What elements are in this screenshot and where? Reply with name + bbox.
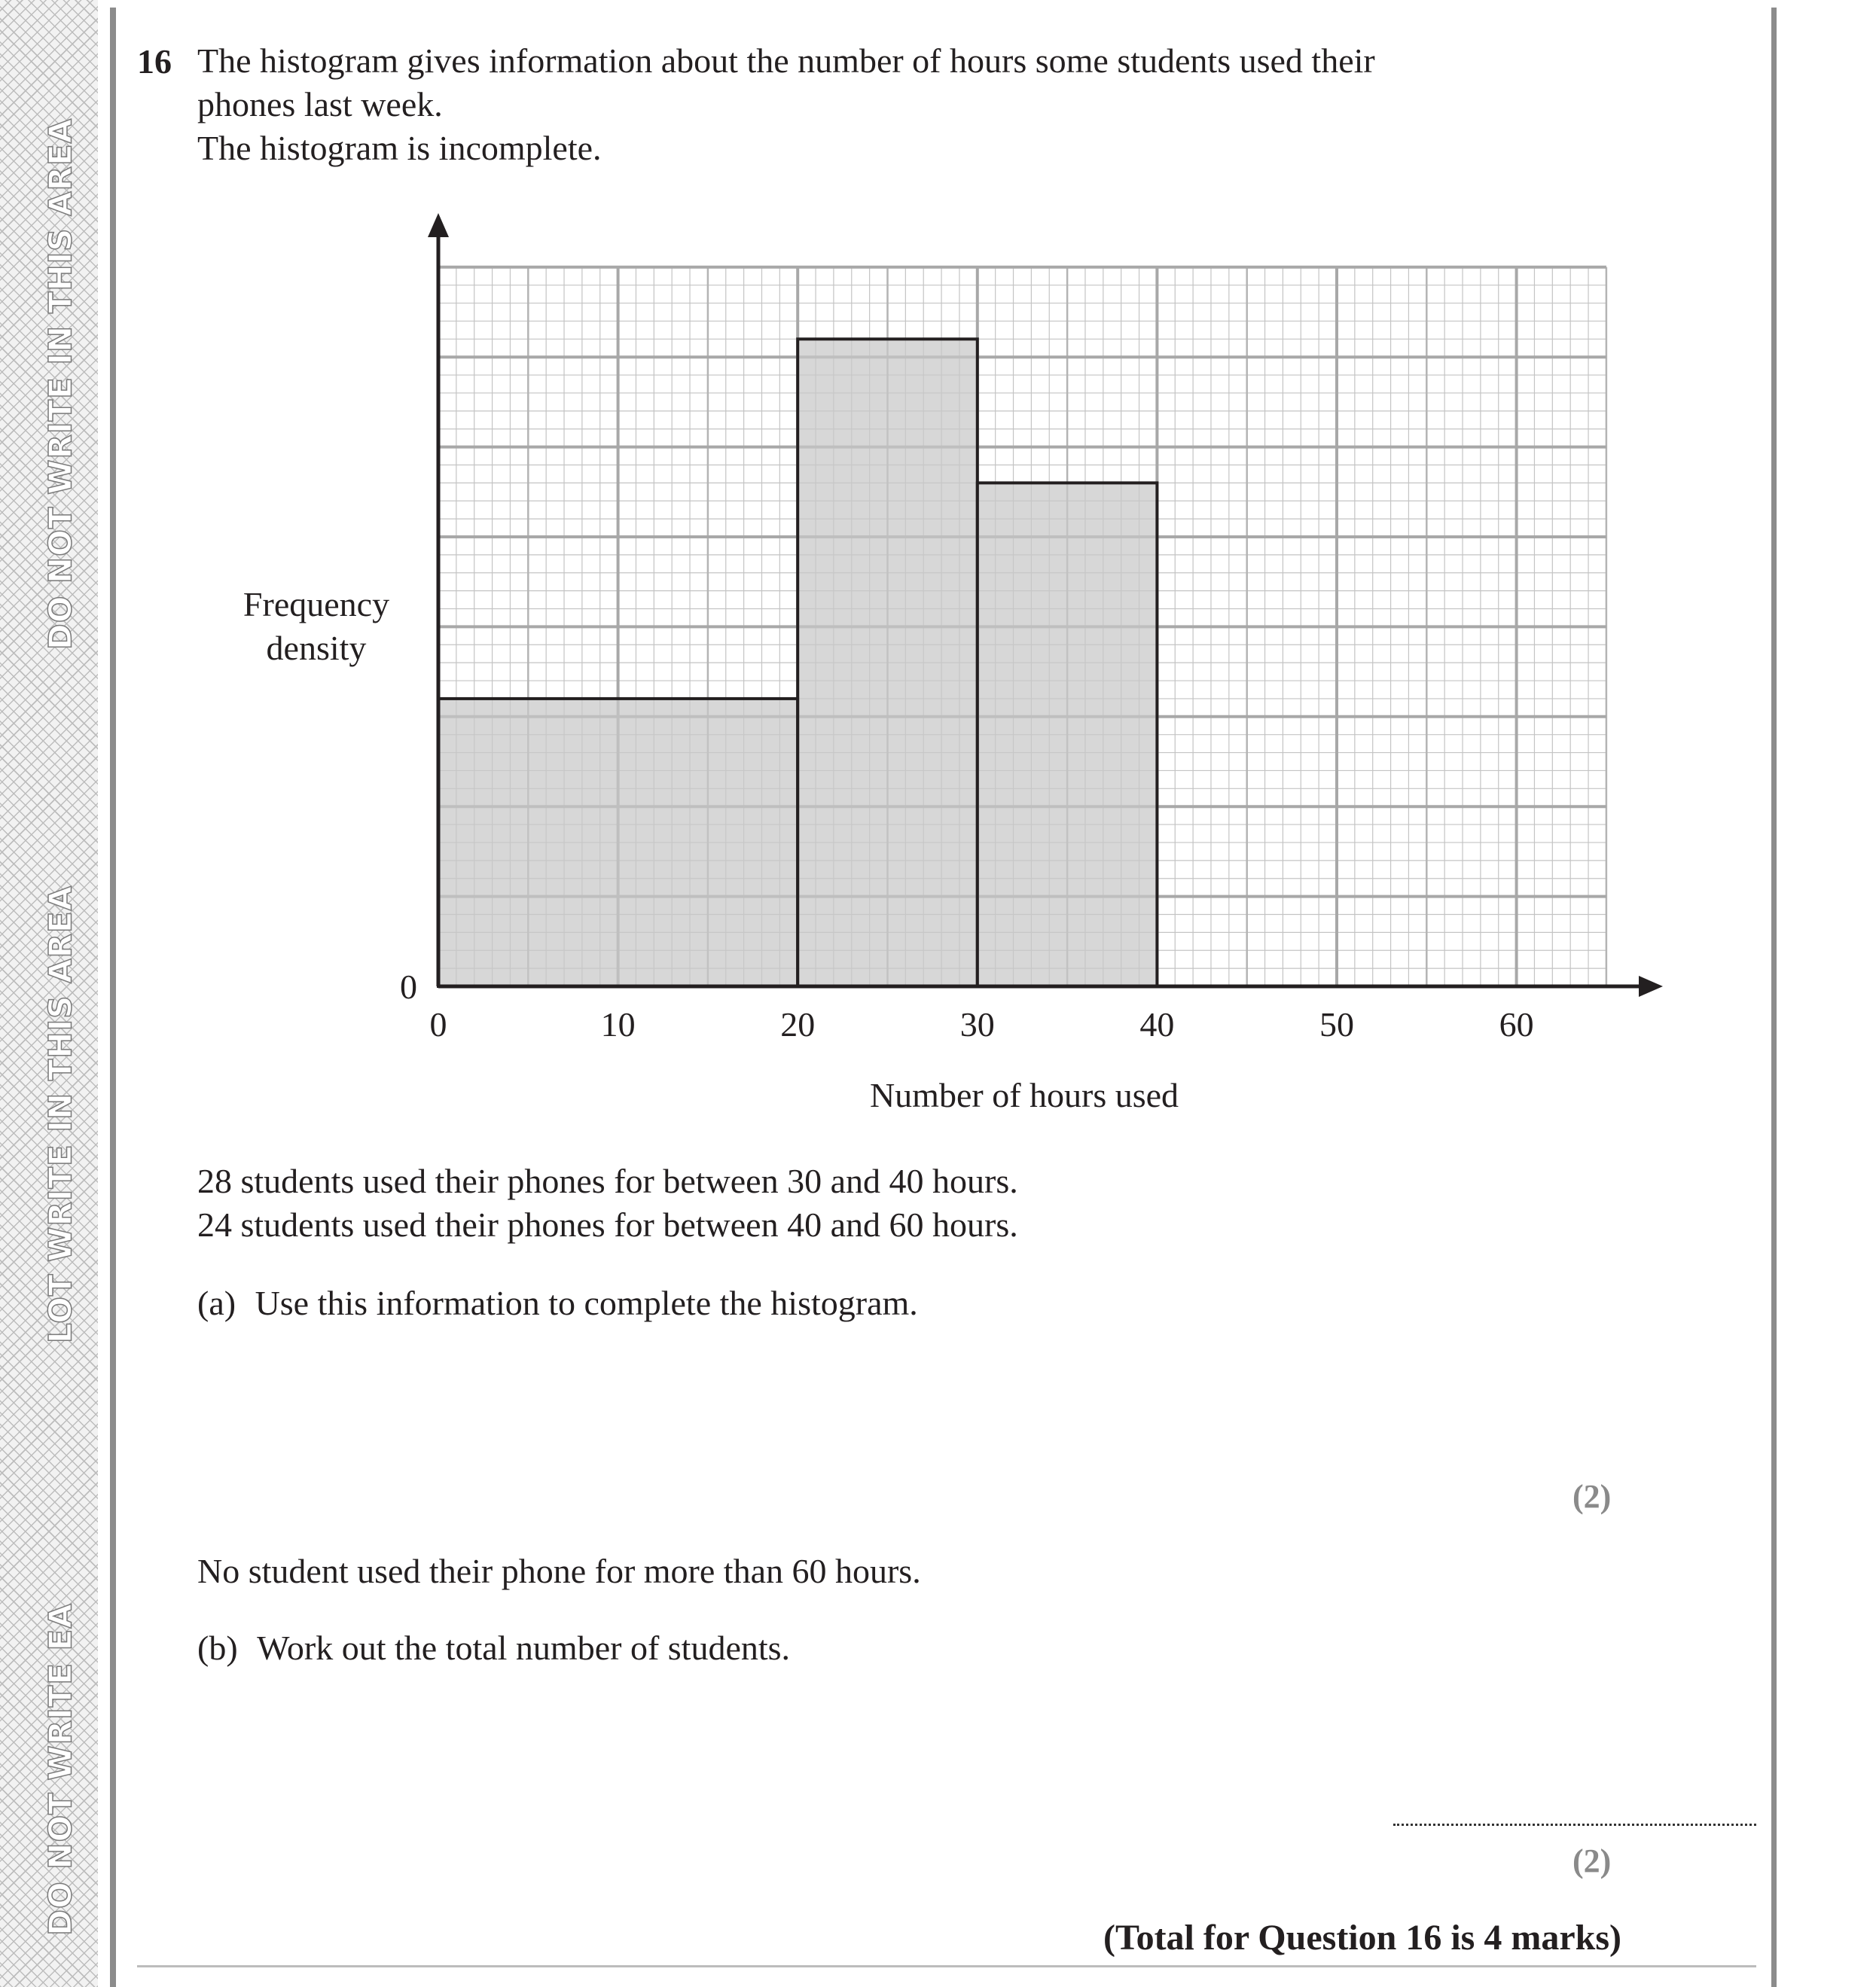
histogram-bar (978, 483, 1158, 986)
x-tick-label: 50 (1319, 1005, 1354, 1044)
x-tick-label: 0 (429, 1005, 447, 1044)
info-line-1: 28 students used their phones for between 30 and 40 hours. (197, 1162, 1018, 1200)
answer-line[interactable] (1393, 1824, 1756, 1826)
y-axis-label: Frequency (243, 585, 390, 623)
x-tick-label: 40 (1139, 1005, 1175, 1044)
y-axis-arrow (428, 213, 449, 237)
x-axis-label: Number of hours used (869, 1076, 1179, 1114)
histogram-bar (438, 699, 798, 986)
histogram-bar (798, 339, 978, 986)
intro-line-2: phones last week. (197, 85, 443, 123)
question-total: (Total for Question 16 is 4 marks) (1103, 1918, 1621, 1958)
part-a-label: (a) (197, 1284, 236, 1322)
part-a-text: Use this information to complete the histogram. (255, 1284, 918, 1322)
intro-line-3: The histogram is incomplete. (197, 129, 602, 167)
x-tick-label: 60 (1499, 1005, 1534, 1044)
note-line: No student used their phone for more than 60 hours. (197, 1552, 921, 1590)
margin-warning-top: DO NOT WRITE IN THIS AREA (41, 117, 79, 651)
intro-line-1: The histogram gives information about the number of hours some students used their (197, 41, 1375, 80)
info-line-2: 24 students used their phones for between 40 and 60 hours. (197, 1205, 1018, 1244)
part-b-text: Work out the total number of students. (257, 1629, 791, 1667)
bottom-rule (137, 1965, 1756, 1967)
x-tick-label: 20 (780, 1005, 816, 1044)
part-a-marks: (2) (1572, 1478, 1612, 1515)
x-tick-label: 10 (600, 1005, 636, 1044)
margin-warning-bottom: DO NOT WRITE EA (41, 1603, 79, 1936)
part-b-marks: (2) (1572, 1842, 1612, 1879)
part-a (197, 1281, 918, 1325)
part-b-label: (b) (197, 1629, 238, 1667)
y-origin-label: 0 (400, 968, 417, 1006)
question-number: 16 (137, 42, 172, 81)
x-axis-arrow (1639, 976, 1663, 997)
part-b (197, 1626, 790, 1670)
margin-warning-middle: LOT WRITE IN THIS AREA (41, 885, 79, 1344)
x-tick-label: 30 (959, 1005, 995, 1044)
y-axis-label: density (266, 629, 367, 667)
